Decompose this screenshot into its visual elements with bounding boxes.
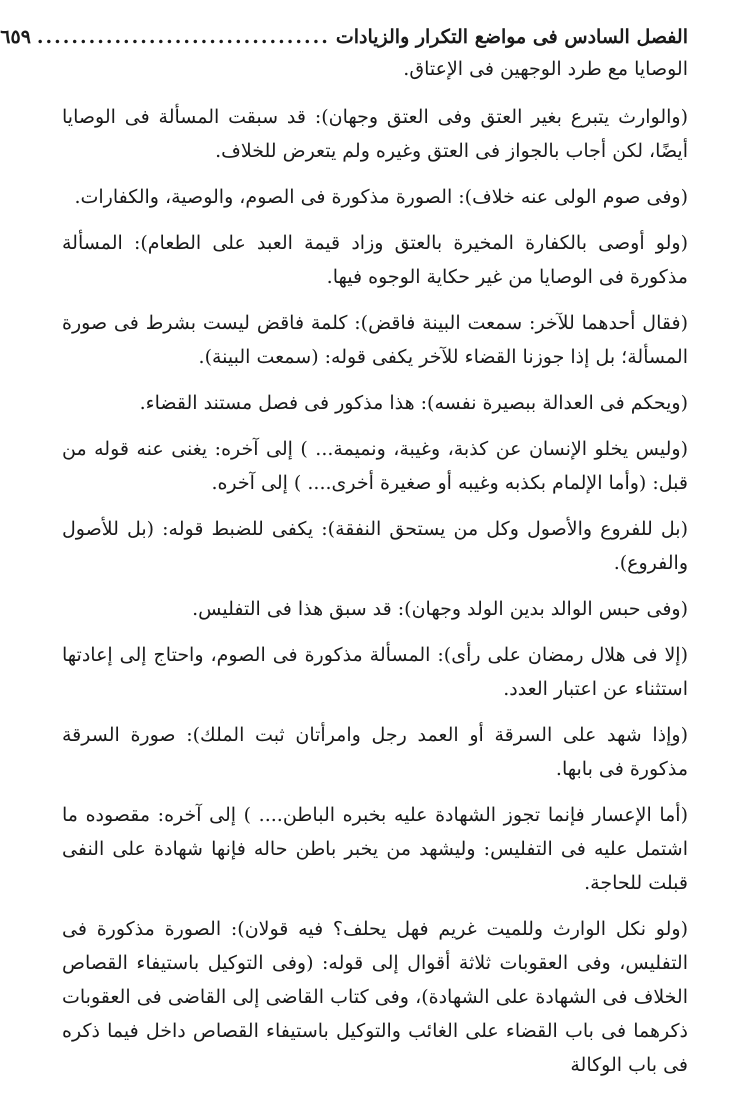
- paragraph: (ويحكم فى العدالة ببصيرة نفسه): هذا مذكور فى فصل مستند القضاء.: [139, 392, 688, 414]
- chapter-title: الفصل السادس فى مواضع التكرار والزيادات: [335, 26, 688, 48]
- paragraph: الوصايا مع طرد الوجهين فى الإعتاق.: [403, 58, 688, 80]
- paragraph: (ولو أوصى بالكفارة المخيرة بالعتق وزاد قيمة العبد على الطعام): المسألة مذكورة فى الوصايا من غير حكاية الوجوه فيها.: [62, 232, 688, 288]
- dot-leader: ..................................: [36, 26, 330, 48]
- page-number: ٦٥٩: [0, 26, 31, 48]
- running-header: [0, 24, 688, 50]
- paragraph: (وليس يخلو الإنسان عن كذبة، وغيبة، ونميمة... ) إلى آخره: يغنى عنه قوله من قبل: (وأما الإلمام بكذبه وغيبه أو صغيرة أخرى.... ) إلى آخره.: [62, 438, 688, 494]
- paragraph: (وفى حبس الوالد بدين الولد وجهان): قد سبق هذا فى التفليس.: [192, 598, 688, 620]
- paragraph: (بل للفروع والأصول وكل من يستحق النفقة): يكفى للضبط قوله: (بل للأصول والفروع).: [62, 518, 688, 574]
- paragraph: (أما الإعسار فإنما تجوز الشهادة عليه بخبره الباطن.... ) إلى آخره: مقصوده ما اشتمل عليه فى التفليس: وليشهد من يخبر باطن حاله فإنها شهادة على النفى قبلت للحاجة.: [62, 804, 688, 894]
- paragraph: (والوارث يتبرع بغير العتق وفى العتق وجهان): قد سبقت المسألة فى الوصايا أيضًا، لكن أجاب بالجواز فى العتق وغيره ولم يتعرض للخلاف.: [62, 106, 688, 162]
- paragraph: (إلا فى هلال رمضان على رأى): المسألة مذكورة فى الصوم، واحتاج إلى إعادتها استثناء عن اعتبار العدد.: [62, 644, 688, 700]
- paragraph: (وإذا شهد على السرقة أو العمد رجل وامرأتان ثبت الملك): صورة السرقة مذكورة فى بابها.: [62, 724, 688, 780]
- document-page: [2, 0, 748, 1098]
- paragraph: (ولو نكل الوارث وللميت غريم فهل يحلف؟ فيه قولان): الصورة مذكورة فى التفليس، وفى العقوبات ثلاثة أقوال إلى قوله: (وفى التوكيل باستيفاء القصاص الخلاف فى الشهادة على الشهادة)، وفى كتاب القاضى إلى القاضى فى العقوبات ذكرهما فى باب القضاء على الغائب والتوكيل باستيفاء القصاص داخل فيما ذكره فى باب الوكالة: [62, 918, 688, 1076]
- paragraph: (فقال أحدهما للآخر: سمعت البينة فاقض): كلمة فاقض ليست بشرط فى صورة المسألة؛ بل إذا جوزنا القضاء للآخر يكفى قوله: (سمعت البينة).: [62, 312, 688, 368]
- paragraph: (وفى صوم الولى عنه خلاف): الصورة مذكورة فى الصوم، والوصية، والكفارات.: [74, 186, 688, 208]
